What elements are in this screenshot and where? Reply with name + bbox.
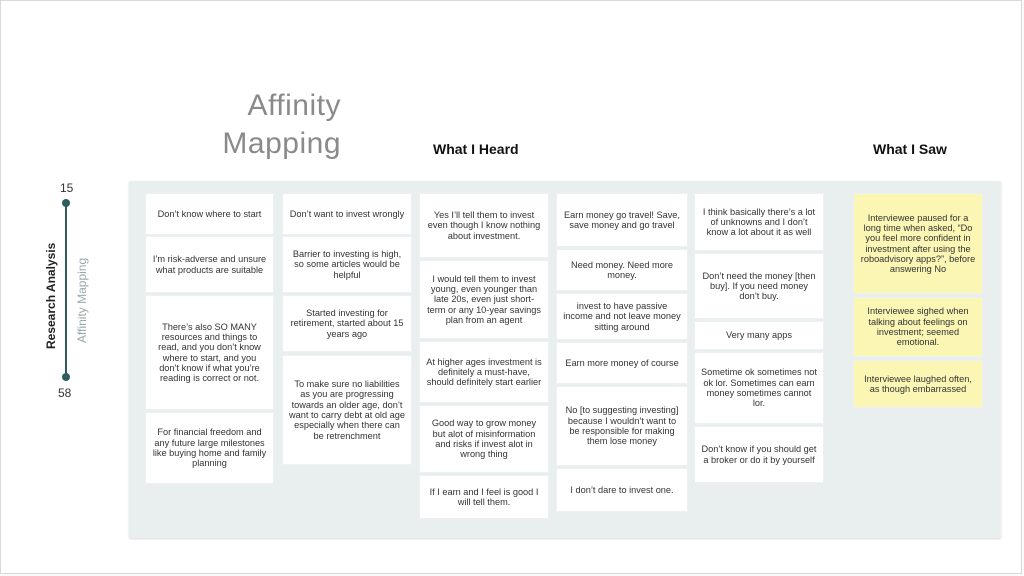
sticky-note: Very many apps	[695, 322, 823, 349]
title-line-2: Mapping	[222, 127, 341, 160]
sticky-note: If I earn and I feel is good I will tell them.	[420, 476, 548, 518]
sticky-note: Good way to grow money but alot of misinformation and risks if invest alot in wrong thing	[420, 406, 548, 472]
sticky-note: Don’t want to invest wrongly	[283, 194, 411, 234]
header-what-i-saw: What I Saw	[873, 141, 947, 157]
sticky-note: Need money. Need more money.	[557, 250, 687, 290]
sticky-note: To make sure no liabilities as you are progressing towards an older age, don’t want to carry debt at old age especially when there can be retrenchment	[283, 356, 411, 464]
sticky-note: invest to have passive income and not leave money sitting around	[557, 294, 687, 339]
sticky-note: For financial freedom and any future large milestones like buying home and family planning	[146, 413, 273, 483]
timeline-end: 58	[58, 386, 72, 400]
sticky-note: At higher ages investment is definitely a must-have, should definitely start earlier	[420, 342, 548, 402]
page-title	[196, 87, 341, 163]
sticky-note: There’s also SO MANY resources and things to read, and you don’t know where to start, and you don’t know if what you’re reading is correct or not.	[146, 296, 273, 409]
timeline-start: 15	[60, 181, 74, 195]
sticky-note: Barrier to investing is high, so some articles would be helpful	[283, 237, 411, 292]
sticky-note: Yes I’ll tell them to invest even though I know nothing about investment.	[420, 194, 548, 257]
sticky-note: Started investing for retirement, started about 15 years ago	[283, 296, 411, 351]
sticky-note-observation: Interviewee paused for a long time when asked, “Do you feel more confident in investment after using the roboadvisory apps?”, before answering No	[854, 194, 982, 293]
header-what-i-heard: What I Heard	[433, 141, 519, 157]
sticky-note: I don’t dare to invest one.	[557, 469, 687, 511]
sticky-note-observation: Interviewee laughed often, as though embarrassed	[854, 361, 982, 407]
timeline-line	[65, 203, 67, 377]
sticky-note: Don’t need the money [then buy]. If you need money don’t buy.	[695, 254, 823, 318]
sticky-note-observation: Interviewee sighed when talking about feelings on investment; seemed emotional.	[854, 298, 982, 356]
sticky-note: Don’t know if you should get a broker or do it by yourself	[695, 427, 823, 482]
title-line-1: Affinity	[247, 89, 341, 122]
sticky-note: Earn money go travel! Save, save money and go travel	[557, 194, 687, 246]
timeline-end-dot	[62, 373, 70, 381]
sticky-note: Don’t know where to start	[146, 194, 273, 234]
sticky-note: I’m risk-adverse and unsure what products are suitable	[146, 237, 273, 292]
timeline-label-sub: Affinity Mapping	[75, 257, 89, 343]
sticky-note: Earn more money of course	[557, 343, 687, 383]
sticky-note: Sometime ok sometimes not ok lor. Sometimes can earn money sometimes cannot lor.	[695, 353, 823, 423]
sticky-note: I would tell them to invest young, even younger than late 20s, even just short-term or any 10-year savings plan from an agent	[420, 261, 548, 338]
sticky-note: I think basically there’s a lot of unknowns and I don’t know a lot about it as well	[695, 194, 823, 250]
timeline-label-main: Research Analysis	[44, 242, 58, 349]
sticky-note: No [to suggesting investing] because I wouldn’t want to be responsible for making them lose money	[557, 387, 687, 465]
timeline-start-dot	[62, 199, 70, 207]
